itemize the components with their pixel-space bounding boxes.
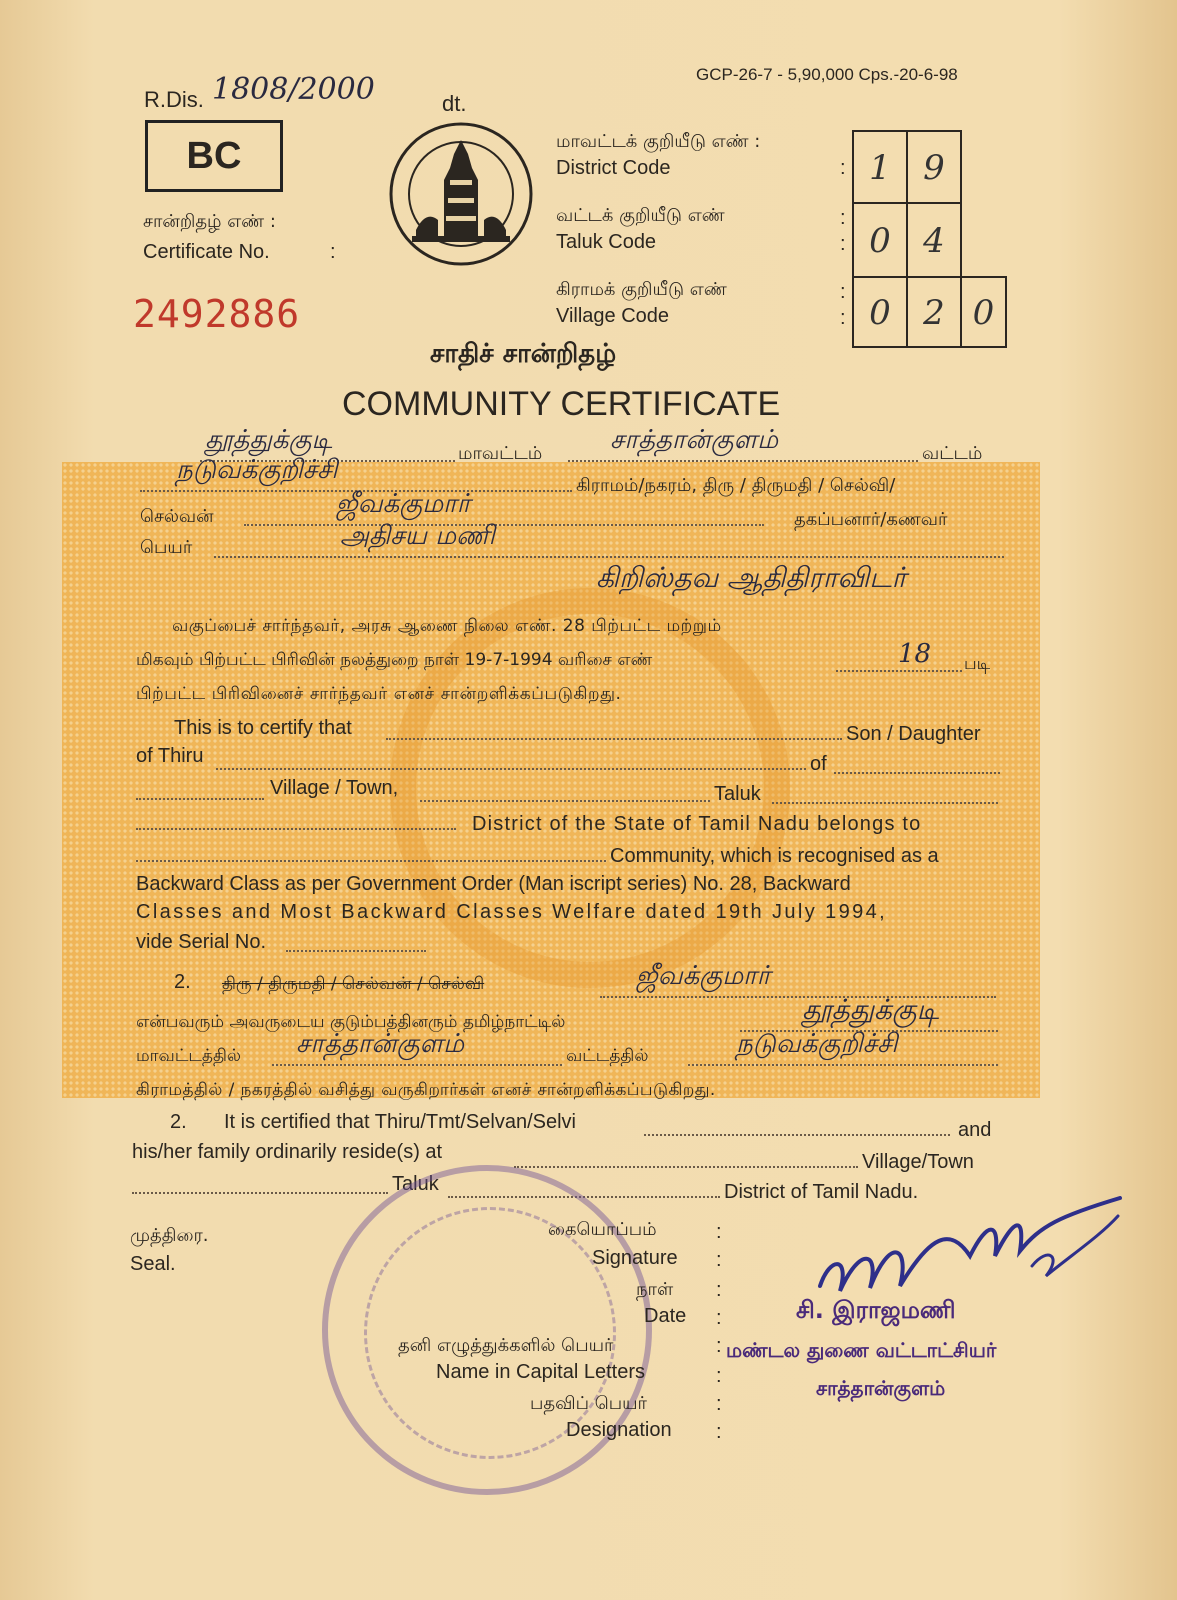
- fill-line: [386, 738, 842, 740]
- district-code-label: District Code: [556, 157, 671, 179]
- taluk-code-label: Taluk Code: [556, 231, 657, 253]
- taluk-label: வட்டம்: [922, 443, 983, 464]
- taluk-colon-2: :: [840, 233, 846, 255]
- english-line-8: vide Serial No.: [136, 931, 267, 953]
- village-town-label: Village / Town,: [270, 777, 399, 799]
- officer-place: சாத்தான்குளம்: [816, 1376, 946, 1400]
- taluk-colon-1: :: [840, 207, 846, 229]
- title-english: COMMUNITY CERTIFICATE: [342, 385, 781, 423]
- serial-value-handwritten: 18: [898, 639, 932, 669]
- taluk-code-tamil-label: வட்டக் குறியீடு எண்: [556, 205, 725, 226]
- tamil-para-line-3: பிற்பட்ட பிரிவினைச் சார்ந்தவர் எனச் சான்றளிக்கப்படுகிறது.: [136, 684, 622, 704]
- colon-1: :: [716, 1221, 722, 1243]
- date-tamil-label: நாள்: [636, 1279, 674, 1300]
- signature-scribble-icon: [800, 1196, 1130, 1306]
- father-label: தகப்பனார்/கணவர்: [794, 509, 948, 530]
- residence-ta-line-3-label-b: வட்டத்தில்: [566, 1046, 649, 1066]
- residence-district-handwritten: தூத்துக்குடி: [802, 993, 939, 1026]
- district-colon: :: [840, 157, 846, 179]
- district-tn-label: District of Tamil Nadu.: [724, 1181, 919, 1203]
- fill-line: [644, 1134, 950, 1136]
- fill-line: [272, 1064, 562, 1066]
- father-value-handwritten: அதிசய மணி: [340, 521, 495, 551]
- english-line-2: of Thiru: [136, 745, 204, 767]
- tamil-nadu-emblem-icon: [386, 120, 536, 268]
- district-code-tamil-label: மாவட்டக் குறியீடு எண் :: [556, 131, 761, 152]
- tamil-para-line-1: வகுப்பைச் சார்ந்தவர், அரசு ஆணை நிலை எண். 28 பிற்பட்ட மற்றும்: [172, 616, 722, 636]
- english-line-6: Backward Class as per Government Order (Man iscript series) No. 28, Backward: [136, 873, 851, 895]
- fill-line: [834, 772, 1000, 774]
- of-label: of: [810, 753, 827, 775]
- colon-3: :: [716, 1279, 722, 1301]
- village-digit-3: 0: [960, 276, 1007, 348]
- residence-ta-line-2-label: என்பவரும் அவருடைய குடும்பத்தினரும் தமிழ்நாட்டில்: [136, 1012, 566, 1032]
- residence-village-handwritten: நடுவக்குறிச்சி: [736, 1029, 898, 1059]
- dt-label: dt.: [442, 91, 467, 116]
- residence-en-number: 2.: [170, 1111, 187, 1133]
- fill-line: [688, 1064, 998, 1066]
- code-grid: [852, 130, 1007, 348]
- colon-5: :: [716, 1335, 722, 1357]
- name-label: பெயர்: [140, 537, 193, 558]
- residence-taluk-handwritten: சாத்தான்குளம்: [296, 1029, 464, 1059]
- signature-label: Signature: [592, 1247, 678, 1269]
- village-colon-2: :: [840, 307, 846, 329]
- officer-name: சி. இராஜமணி: [796, 1296, 956, 1324]
- residence-ta-line-3-label-a: மாவட்டத்தில்: [136, 1046, 242, 1066]
- rdis-label: R.Dis.: [144, 87, 204, 112]
- selvan-label: செல்வன்: [140, 506, 214, 527]
- title-tamil: சாதிச் சான்றிதழ்: [430, 339, 617, 369]
- english-line-4: District of the State of Tamil Nadu belongs to: [472, 813, 922, 835]
- fill-line: [216, 768, 806, 770]
- district-label: மாவட்டம்: [458, 443, 543, 464]
- village-colon-1: :: [840, 281, 846, 303]
- colon-8: :: [716, 1421, 722, 1443]
- district-digit-2: 9: [906, 130, 962, 204]
- fill-line: [514, 1166, 858, 1168]
- residence-en-line-2: his/her family ordinarily reside(s) at: [132, 1141, 443, 1163]
- fill-line: [136, 828, 456, 830]
- rdis-value: 1808/2000: [212, 72, 375, 107]
- village-label: கிராமம்/நகரம், திரு / திருமதி / செல்வி/: [576, 475, 896, 496]
- seal-tamil-label: முத்திரை.: [130, 1225, 209, 1246]
- community-value-handwritten: கிறிஸ்தவ ஆதிதிராவிடர்: [596, 561, 907, 594]
- taluk-digit-1: 0: [852, 202, 908, 278]
- english-line-7: Classes and Most Backward Classes Welfare dated 19th July 1994,: [136, 901, 888, 923]
- fill-line: [420, 800, 710, 802]
- residence-ta-line-4: கிராமத்தில் / நகரத்தில் வசித்து வருகிறார்கள் எனச் சான்றளிக்கப்படுகிறது.: [136, 1080, 716, 1100]
- village-digit-1: 0: [852, 276, 908, 348]
- fill-line: [244, 524, 764, 526]
- district-value-handwritten: தூத்துக்குடி: [205, 425, 333, 455]
- fill-line: [132, 1192, 388, 1194]
- cert-no-colon: :: [330, 241, 336, 263]
- taluk-value-handwritten: சாத்தான்குளம்: [610, 425, 778, 455]
- english-line-5: Community, which is recognised as a: [610, 845, 939, 867]
- name-capital-tamil-label: தனி எழுத்துக்களில் பெயர்: [398, 1335, 614, 1356]
- tamil-para-line-2: மிகவும் பிற்பட்ட பிரிவின் நலத்துறை நாள் 19-7-1994 வரிசை எண்: [136, 650, 653, 670]
- village-digit-2: 2: [906, 276, 962, 348]
- residence-name-handwritten: ஜீவக்குமார்: [636, 961, 771, 991]
- taluk-label-en: Taluk: [714, 783, 761, 805]
- village-code-label: Village Code: [556, 305, 670, 327]
- taluk-label-2: Taluk: [392, 1173, 439, 1195]
- residence-ta-number: 2.: [174, 971, 191, 993]
- certificate-number: 2492886: [133, 292, 301, 336]
- colon-6: :: [716, 1365, 722, 1387]
- person-value-handwritten: ஜீவக்குமார்: [336, 489, 471, 519]
- residence-ta-line-1-label: திரு / திருமதி / செல்வன் / செல்வி: [222, 974, 485, 994]
- official-seal-stamp-icon: [322, 1165, 652, 1495]
- class-box: BC: [145, 120, 283, 192]
- seal-label: Seal.: [130, 1253, 176, 1275]
- son-daughter-label: Son / Daughter: [846, 723, 981, 745]
- fill-line: [836, 670, 962, 672]
- village-code-tamil-label: கிராமக் குறியீடு எண்: [556, 279, 727, 300]
- colon-4: :: [716, 1307, 722, 1329]
- fill-line: [136, 798, 264, 800]
- residence-en-line-1: It is certified that Thiru/Tmt/Selvan/Selvi: [224, 1111, 576, 1133]
- colon-7: :: [716, 1393, 722, 1415]
- fill-line: [214, 556, 1004, 558]
- signature-tamil-label: கையொப்பம்: [548, 1219, 657, 1240]
- english-line-1: This is to certify that: [174, 717, 352, 739]
- district-digit-1: 1: [852, 130, 908, 204]
- fill-line: [772, 802, 998, 804]
- name-capital-label: Name in Capital Letters: [436, 1361, 645, 1383]
- fill-line: [568, 460, 918, 462]
- cert-no-label: Certificate No.: [143, 241, 270, 263]
- officer-title: மண்டல துணை வட்டாட்சியர்: [726, 1338, 997, 1362]
- colon-2: :: [716, 1249, 722, 1271]
- village-value-handwritten: நடுவக்குறிச்சி: [176, 455, 338, 485]
- and-label: and: [958, 1119, 992, 1141]
- village-town-label-2: Village/Town: [862, 1151, 974, 1173]
- form-code: GCP-26-7 - 5,90,000 Cps.-20-6-98: [696, 65, 958, 84]
- fill-line: [286, 950, 426, 952]
- designation-label: Designation: [566, 1419, 672, 1441]
- designation-tamil-label: பதவிப் பெயர்: [530, 1393, 647, 1414]
- taluk-digit-2: 4: [906, 202, 962, 278]
- fill-line: [136, 860, 606, 862]
- padi-label: படி: [964, 654, 991, 674]
- cert-no-tamil-label: சான்றிதழ் எண் :: [143, 211, 276, 232]
- date-label: Date: [644, 1305, 687, 1327]
